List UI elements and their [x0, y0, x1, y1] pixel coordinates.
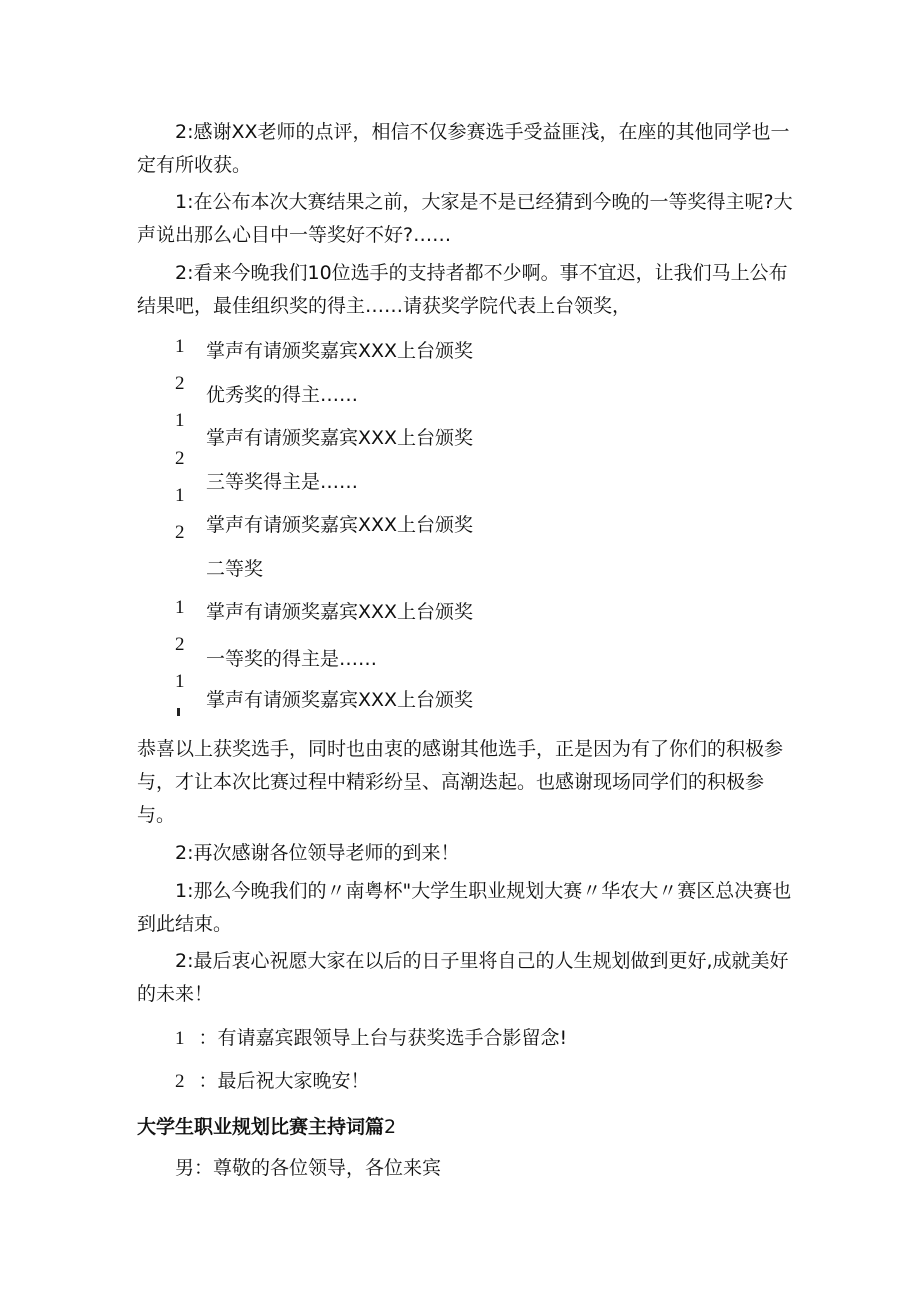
- speaker-number: 1: [175, 410, 185, 431]
- dialogue-line: 掌声有请颁奖嘉宾XXX上台颁奖: [206, 601, 474, 623]
- closing-text: ：有请嘉宾跟领导上台与获奖选手合影留念!: [198, 1027, 568, 1049]
- paragraph-best-wishes: 2:最后衷心祝愿大家在以后的日子里将自己的人生规划做到更好,成就美好的未来！: [137, 950, 789, 1005]
- speaker-number: 2: [175, 373, 185, 394]
- speaker-number: 1: [175, 336, 185, 357]
- dialogue-line: 优秀奖的得主……: [206, 384, 359, 406]
- clipped-number-fragment: [177, 708, 180, 716]
- speaker-number: 2: [175, 448, 185, 469]
- dialogue-line: 掌声有请颁奖嘉宾XXX上台颁奖: [206, 689, 474, 711]
- paragraph-announce-results: 2:看来今晚我们10位选手的支持者都不少啊。事不宜迟，让我们马上公布结果吧，最佳组织奖的得主……请获奖学院代表上台领奖，: [137, 262, 788, 317]
- closing-text: ：最后祝大家晚安！: [198, 1070, 370, 1092]
- dialogue-line: 一等奖的得主是……: [206, 648, 378, 670]
- speaker-number: 2: [175, 634, 185, 655]
- speaker-number: 1: [175, 1028, 185, 1049]
- speaker-number: 2: [175, 522, 185, 543]
- paragraph-thanks-leaders: 2:再次感谢各位领导老师的到来！: [175, 842, 460, 864]
- dialogue-line: 掌声有请颁奖嘉宾XXX上台颁奖: [206, 340, 474, 362]
- dialogue-line: 掌声有请颁奖嘉宾XXX上台颁奖: [206, 427, 474, 449]
- speaker-number: 1: [175, 597, 185, 618]
- speaker-number: 1: [175, 671, 185, 692]
- opening-line-male-host: 男：尊敬的各位领导，各位来宾: [175, 1157, 442, 1179]
- closing-line-goodnight: [175, 1068, 370, 1095]
- section-heading-number: 2: [384, 1116, 397, 1138]
- dialogue-line: 掌声有请颁奖嘉宾XXX上台颁奖: [206, 514, 474, 536]
- paragraph-congratulations: 恭喜以上获奖选手，同时也由衷的感谢其他选手，正是因为有了你们的积极参与，才让本次比赛过程中精彩纷呈、高潮迭起。也感谢现场同学们的积极参与。: [137, 738, 784, 826]
- section-heading-title: 大学生职业规划比赛主持词篇: [137, 1116, 385, 1138]
- paragraph-before-results: 1:在公布本次大赛结果之前，大家是不是已经猜到今晚的一等奖得主呢?大声说出那么心目中一等奖好不好?……: [137, 191, 793, 246]
- dialogue-line: 二等奖: [206, 558, 264, 580]
- dialogue-line: 三等奖得主是……: [206, 471, 359, 493]
- speaker-number: 1: [175, 485, 185, 506]
- section-heading: [137, 1114, 396, 1140]
- speaker-number: 2: [175, 1071, 185, 1092]
- paragraph-final-end: 1:那么今晚我们的〃南粤杯"大学生职业规划大赛〃华农大〃赛区总决赛也到此结束。: [137, 880, 792, 935]
- closing-line-photo: [175, 1025, 567, 1052]
- paragraph-thanks-review: 2:感谢XX老师的点评，相信不仅参赛选手受益匪浅，在座的其他同学也一定有所收获。: [137, 121, 790, 176]
